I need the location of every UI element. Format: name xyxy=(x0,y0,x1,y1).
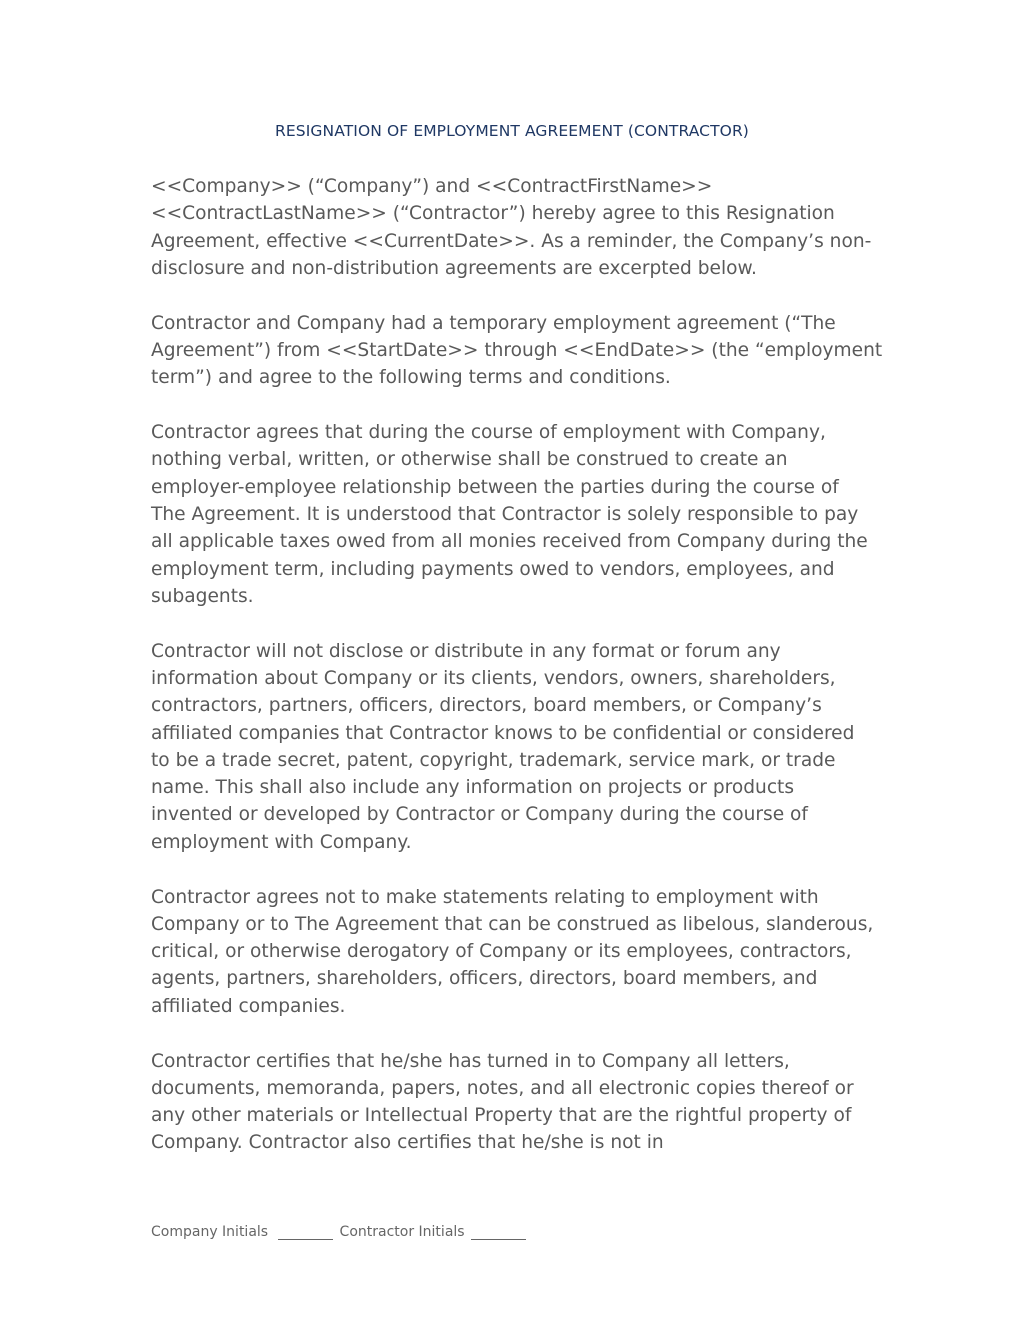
contractor-initials-label: Contractor Initials xyxy=(339,1224,465,1240)
paragraph-parties: <<Company>> (“Company”) and <<ContractFirstName>> <<ContractLastName>> (“Contractor”) hereby agree to this Resignation Agreement, effective <<CurrentDate>>. As a reminder, the Company’s non- disclosure and non-distribution agreements are excerpted below. xyxy=(151,176,872,279)
company-initials-label: Company Initials xyxy=(151,1224,269,1240)
paragraph-nondisparagement: Contractor agrees not to make statements relating to employment with Company or to The Agreement that can be construed as libelous, slanderous, critical, or otherwise derogatory of Company or its employees, contractors, agents, partners, shareholders, officers, directors, board members, and affiliated companies. xyxy=(151,886,874,1017)
paragraph-relationship: Contractor agrees that during the course of employment with Company, nothing verbal, written, or otherwise shall be construed to create an employer-employee relationship between the parties during the course of The Agreement. It is understood that Contractor is solely responsible to pay all applicable taxes owed from all monies received from Company during the employment term, including payments owed to vendors, employees, and subagents. xyxy=(151,422,868,607)
company-initials-line xyxy=(278,1225,333,1240)
paragraph-nondisclosure: Contractor will not disclose or distribute in any format or forum any information about Company or its clients, vendors, owners, shareholders, contractors, partners, officers, directors, board members, or Company’s affiliated companies that Contractor knows to be confidential or considered to be a trade secret, patent, copyright, trademark, service mark, or trade name. This shall also include any information on projects or products invented or developed by Contractor or Company during the course of employment with Company. xyxy=(151,640,855,853)
document-title: RESIGNATION OF EMPLOYMENT AGREEMENT (CONTRACTOR) xyxy=(275,122,749,140)
paragraph-return-property: Contractor certifies that he/she has turned in to Company all letters, documents, memoranda, papers, notes, and all electronic copies thereof or any other materials or Intellectual Property that are the rightful property of Company. Contractor also certifies that he/she is not in xyxy=(151,1050,854,1154)
contractor-initials-line xyxy=(471,1225,526,1240)
document-body xyxy=(151,173,891,1184)
paragraph-agreement-term: Contractor and Company had a temporary employment agreement (“The Agreement”) from <<StartDate>> through <<EndDate>> (the “employment term”) and agree to the following terms and conditions. xyxy=(151,312,883,389)
initials-footer xyxy=(151,1224,528,1240)
